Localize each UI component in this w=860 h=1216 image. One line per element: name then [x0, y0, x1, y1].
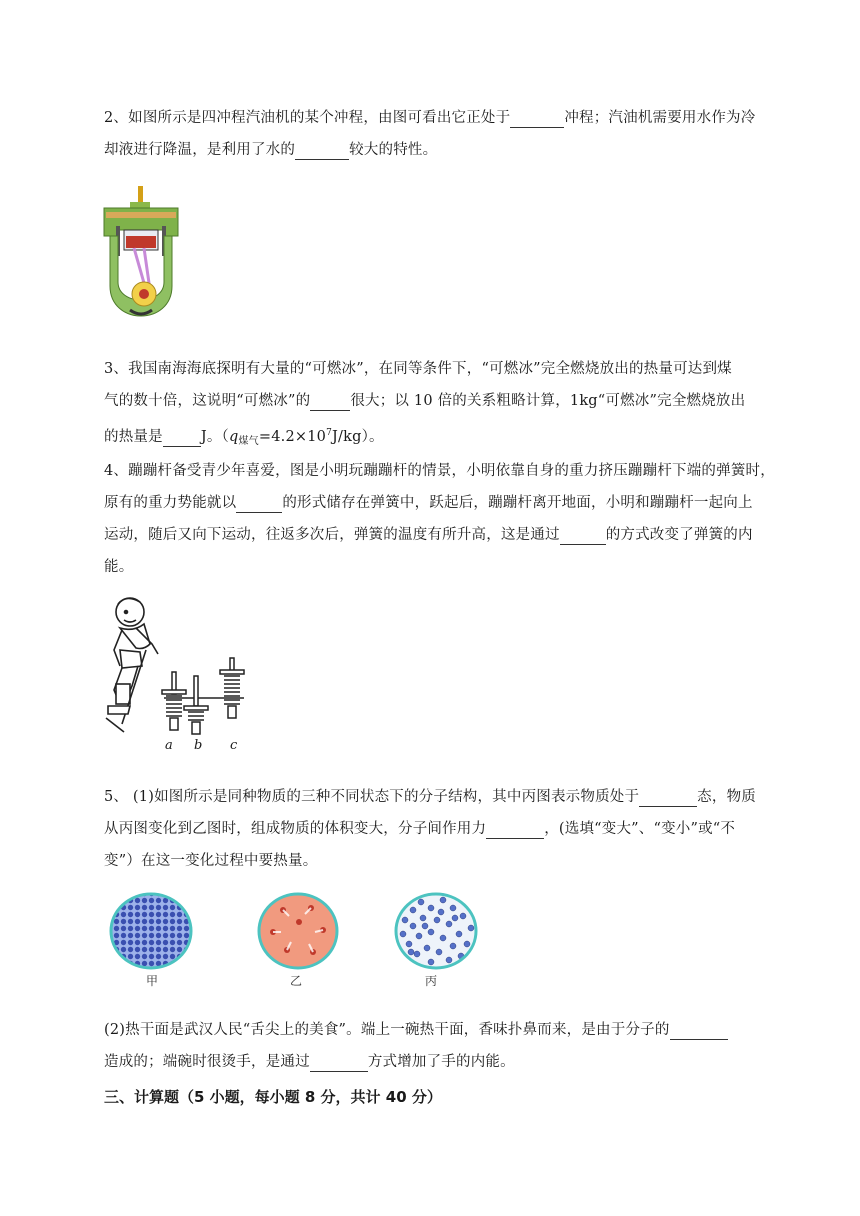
q3-text: 气的数十倍，这说明“可燃冰”的 [104, 393, 311, 409]
q3-text: J/kg）。 [332, 429, 384, 445]
liquid-state-figure [253, 890, 343, 972]
q2-text: 冲程；汽油机需要用水作为冷 [564, 110, 756, 126]
caption-jia: 甲 [146, 974, 159, 988]
question-5-part-2 [104, 1014, 804, 1078]
q5-line-3: 变”）在这一变化过程中要热量。 [104, 853, 318, 869]
q3-text: 的热量是 [104, 429, 163, 445]
answer-blank [310, 1051, 368, 1072]
q5-text: 5、 (1)如图所示是同种物质的三种不同状态下的分子结构，其中丙图表示物质处于 [104, 789, 640, 805]
q3-text: 很大；以 10 倍的关系粗略计算，1kg“可燃冰”完全燃烧放出 [350, 393, 746, 409]
q5-line-1 [104, 781, 804, 813]
question-2 [104, 102, 804, 166]
q5-text: ，(选填“变大”、“变小”或“不 [544, 821, 736, 837]
question-5 [104, 781, 804, 877]
figure-label-a: a [165, 738, 173, 753]
q-symbol: q [228, 429, 239, 445]
q3-line-2 [104, 385, 804, 417]
answer-blank [236, 492, 282, 513]
q4-text: 的方式改变了弹簧的内 [605, 527, 753, 543]
q4-line-2 [104, 487, 804, 519]
solid-state-figure [106, 890, 196, 972]
answer-blank [295, 139, 349, 160]
answer-blank [163, 426, 201, 447]
section-heading: 三、计算题（5 小题，每小题 8 分，共计 40 分） [104, 1088, 442, 1106]
q4-text: 原有的重力势能就以 [104, 495, 237, 511]
q2-text: 较大的特性。 [349, 142, 438, 158]
q4-line-1: 4、蹦蹦杆备受青少年喜爱，图是小明玩蹦蹦杆的情景，小明依靠自身的重力挤压蹦蹦杆下端的弹簧时， [104, 463, 775, 479]
q4-text: 运动，随后又向下运动，往返多次后，弹簧的温度有所升高，这是通过 [104, 527, 560, 543]
q5-line-2 [104, 813, 804, 845]
figure-label-c: c [230, 738, 238, 753]
question-4 [104, 455, 804, 583]
q3-line-1: 3、我国南海海底探明有大量的“可燃冰”，在同等条件下，“可燃冰”完全燃烧放出的热量可达到煤 [104, 361, 732, 377]
q3-line-3 [104, 417, 804, 458]
q2-line-2 [104, 134, 804, 166]
q2-line-1 [104, 102, 804, 134]
q5p2-line-1 [104, 1014, 804, 1046]
pogo-stick-figure [100, 594, 252, 736]
q5-text: 态，物质 [697, 789, 756, 805]
engine-cylinder-figure [100, 186, 182, 328]
q2-text: 2、如图所示是四冲程汽油机的某个冲程，由图可看出它正处于 [104, 110, 511, 126]
q5-text: 从丙图变化到乙图时，组成物质的体积变大，分子间作用力 [104, 821, 487, 837]
q3-text: J。（ [200, 429, 229, 445]
q4-line-4: 能。 [104, 559, 134, 575]
caption-yi: 乙 [290, 974, 303, 988]
exponent: 7 [326, 428, 333, 438]
answer-blank [560, 524, 606, 545]
q-subscript: 煤气 [238, 436, 259, 447]
caption-bing: 丙 [425, 974, 438, 988]
answer-blank [510, 107, 564, 128]
question-3 [104, 353, 804, 458]
q4-text: 的形式储存在弹簧中，跃起后，蹦蹦杆离开地面，小明和蹦蹦杆一起向上 [282, 495, 753, 511]
q5-text: 方式增加了手的内能。 [367, 1054, 515, 1070]
answer-blank [310, 390, 350, 411]
q5-text: (2)热干面是武汉人民“舌尖上的美食”。端上一碗热干面，香味扑鼻而来，是由于分子的 [104, 1022, 670, 1038]
answer-blank [486, 818, 544, 839]
answer-blank [639, 786, 697, 807]
answer-blank [670, 1019, 728, 1040]
q5p2-line-2 [104, 1046, 804, 1078]
q5-text: 造成的；端碗时很烫手，是通过 [104, 1054, 310, 1070]
gas-state-figure [391, 890, 481, 972]
q4-line-3 [104, 519, 804, 551]
figure-label-b: b [194, 738, 203, 753]
q3-text: =4.2×10 [258, 429, 327, 445]
q2-text: 却液进行降温，是利用了水的 [104, 142, 296, 158]
